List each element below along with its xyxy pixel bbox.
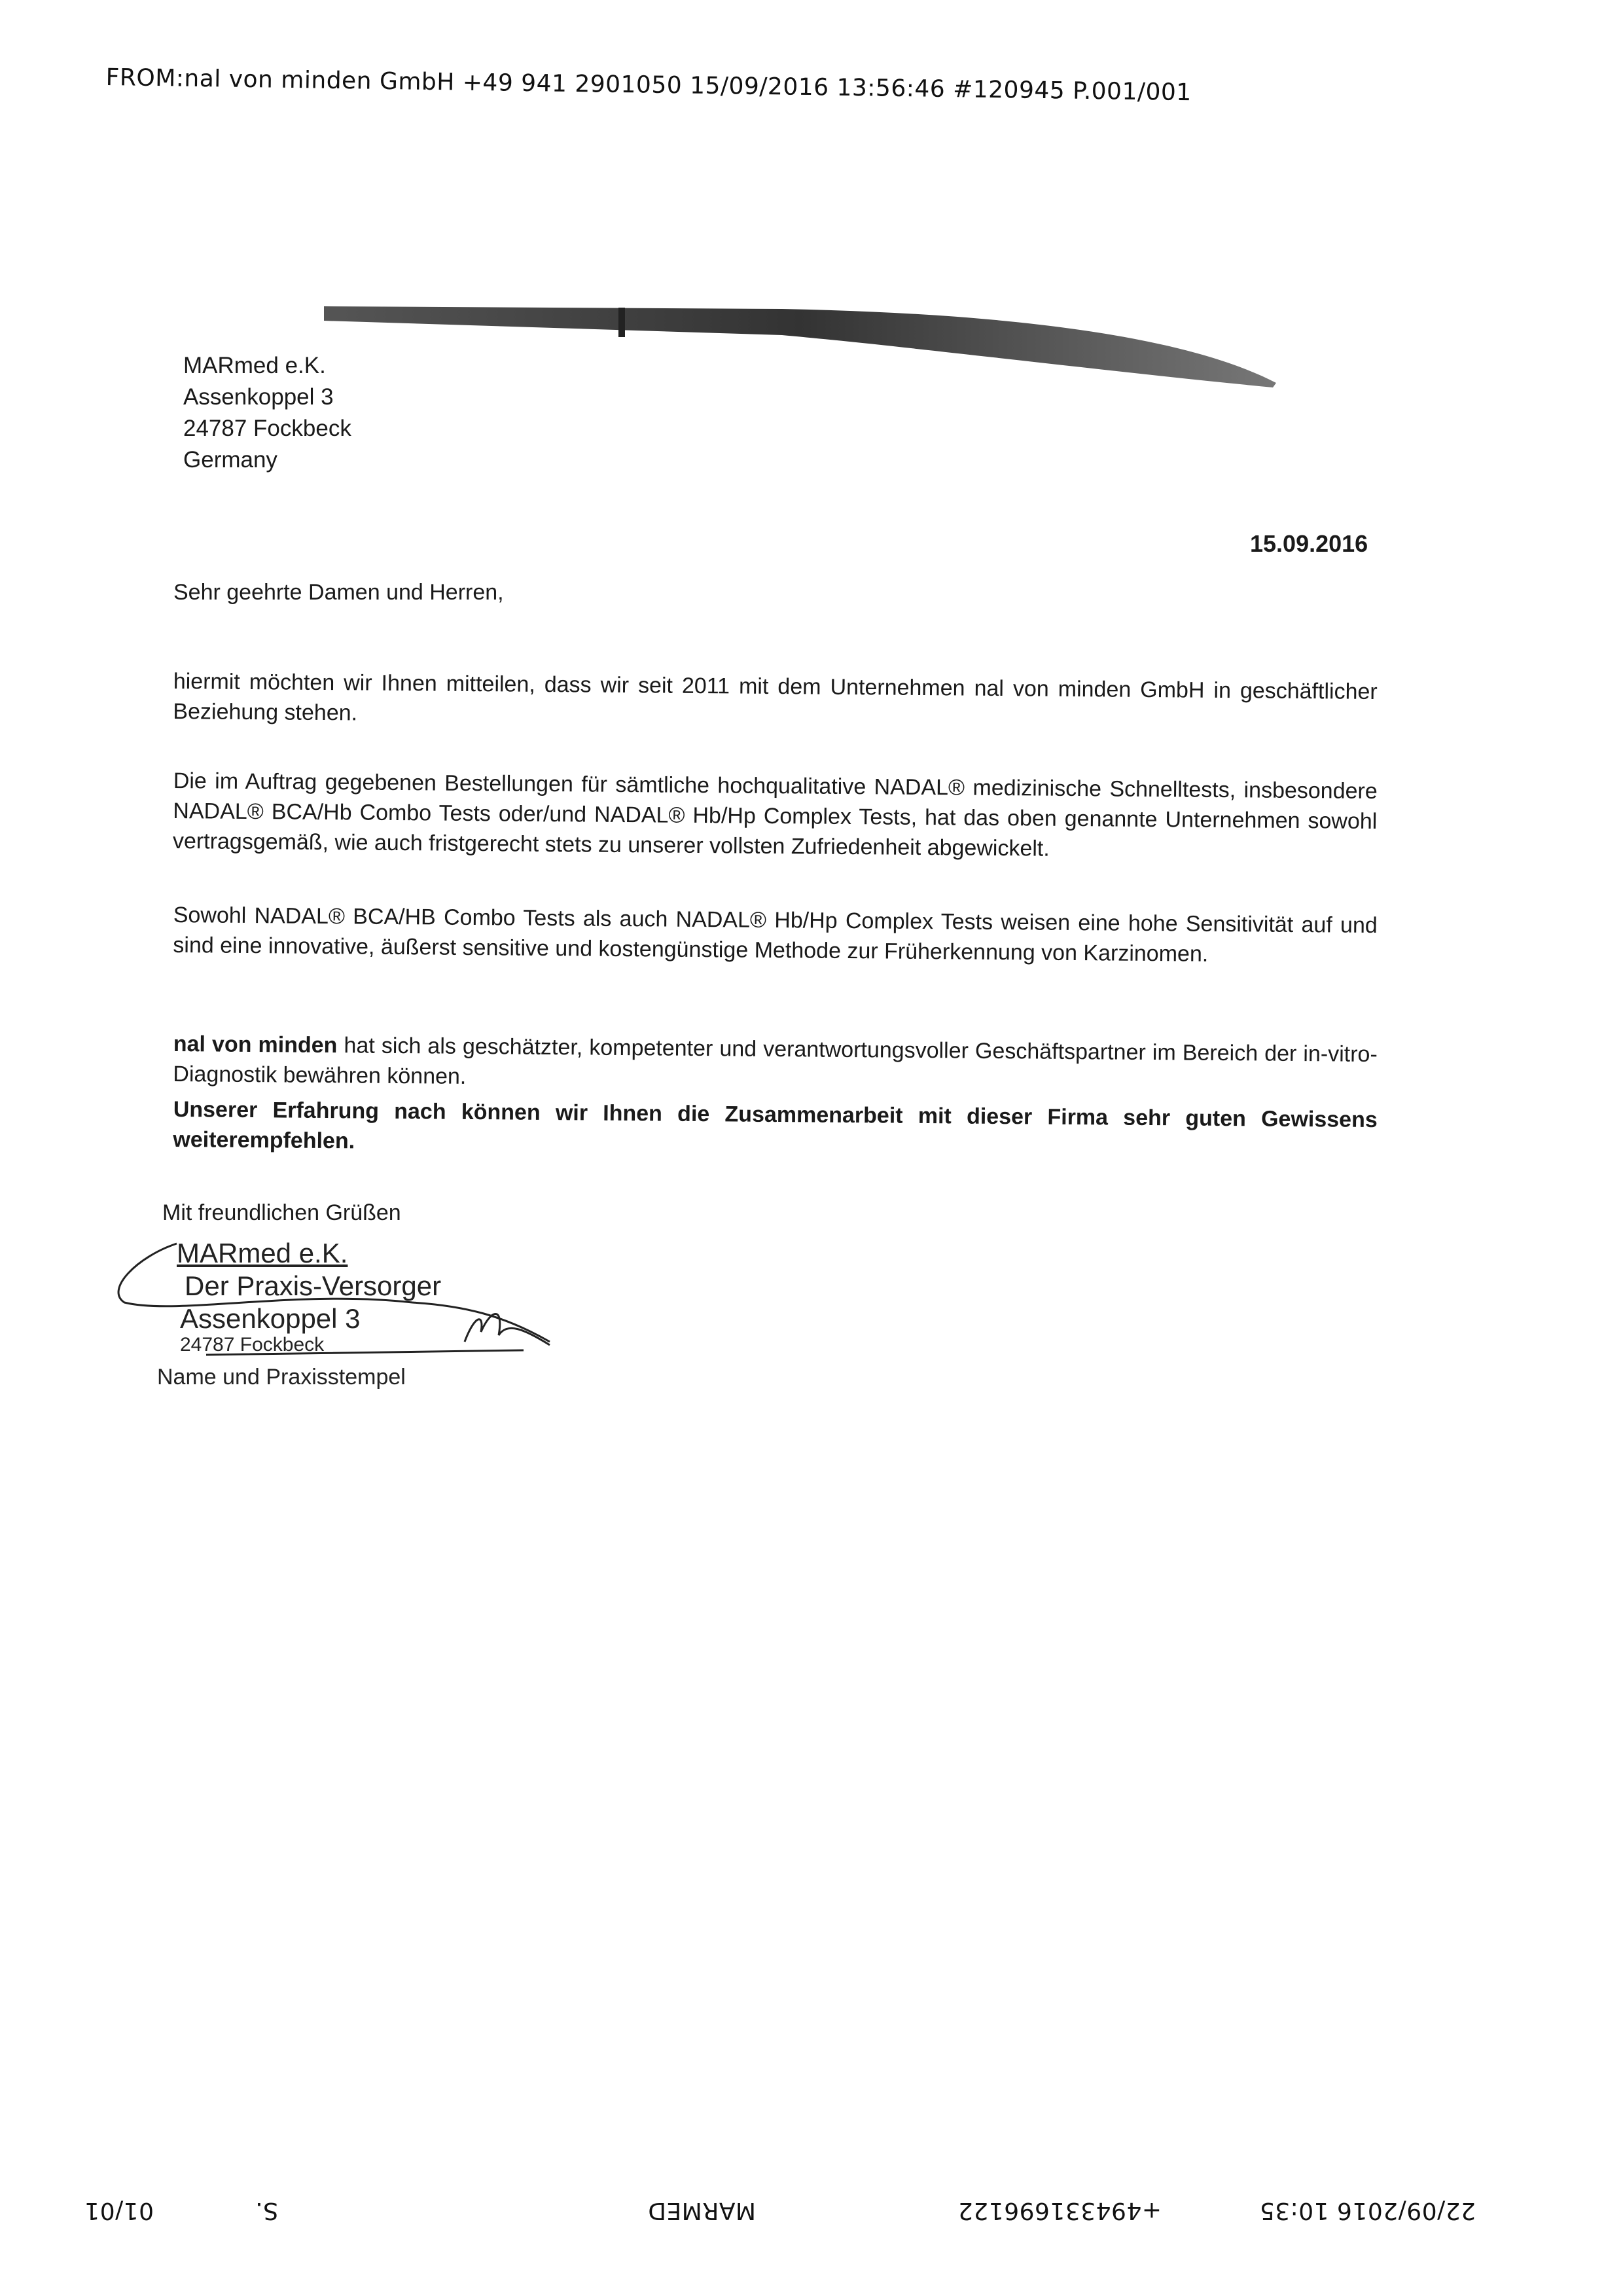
fax-transmission-header: FROM:nal von minden GmbH +49 941 2901050 15/09/2016 13:56:46 #120945 P.001/001 <box>105 64 1192 107</box>
paragraph-5: Unserer Erfahrung nach können wir Ihnen die Zusammenarbeit mit dieser Firma sehr guten Gewissens weiterempfehlen. <box>173 1096 1378 1154</box>
paragraph-4 <box>173 1029 1378 1100</box>
footer-number: +494331696122 <box>957 2197 1162 2224</box>
stamp-line-city: 24787 Fockbeck <box>180 1334 325 1355</box>
paragraph-1: hiermit möchten wir Ihnen mitteilen, dass wir seit 2011 mit dem Unternehmen nal von minden GmbH in geschäftlicher Beziehung stehen. <box>173 668 1378 726</box>
letter-date: 15.09.2016 <box>1250 530 1368 557</box>
paragraph-4-text: hat sich als geschätzter, kompetenter und verantwortungsvoller Geschäftspartner im Bereich der in-vitro-Diagnostik bewähren können. <box>173 1033 1378 1089</box>
paragraph-2: Die im Auftrag gegebenen Bestellungen für sämtliche hochqualitative NADAL® medizinische Schnelltests, insbesondere NADAL® BCA/Hb Combo Tests oder/und NADAL® Hb/Hp Complex Tests, hat das oben genannte Unternehmen sowohl vertragsgemäß, wie auch fristgerecht stets zu unserer vollsten Zufriedenheit abgewickelt. <box>172 768 1378 861</box>
redaction-mark <box>324 295 1279 393</box>
salutation: Sehr geehrte Damen und Herren, <box>173 580 504 605</box>
stamp-line-tagline: Der Praxis-Versorger <box>185 1270 442 1301</box>
recipient-company: MARmed e.K. <box>183 353 326 378</box>
paragraph-3: Sowohl NADAL® BCA/HB Combo Tests als auch NADAL® Hb/Hp Complex Tests weisen eine hohe Sensitivität auf und sind eine innovative, äußerst sensitive und kostengünstige Methode zur Früherkennung von Karzinomen. <box>173 902 1378 967</box>
stamp-line-company: MARmed e.K. <box>177 1238 348 1268</box>
handwritten-signature <box>98 1230 569 1361</box>
footer-pages: 01/01 <box>84 2197 154 2224</box>
recipient-city: 24787 Fockbeck <box>183 416 351 441</box>
footer-sender: MARMED <box>647 2197 756 2224</box>
footer-datetime: 22/09/2016 10:35 <box>1259 2197 1476 2224</box>
name-and-stamp-label: Name und Praxisstempel <box>157 1365 406 1390</box>
footer-page-label: S. <box>255 2197 278 2224</box>
recipient-street: Assenkoppel 3 <box>183 384 334 410</box>
recipient-address <box>183 350 351 476</box>
recipient-country: Germany <box>183 447 277 473</box>
stamp-line-street: Assenkoppel 3 <box>180 1303 361 1334</box>
receiving-fax-footer <box>62 2185 1476 2224</box>
company-name-bold: nal von minden <box>173 1031 338 1058</box>
closing-greeting: Mit freundlichen Grüßen <box>162 1200 401 1225</box>
